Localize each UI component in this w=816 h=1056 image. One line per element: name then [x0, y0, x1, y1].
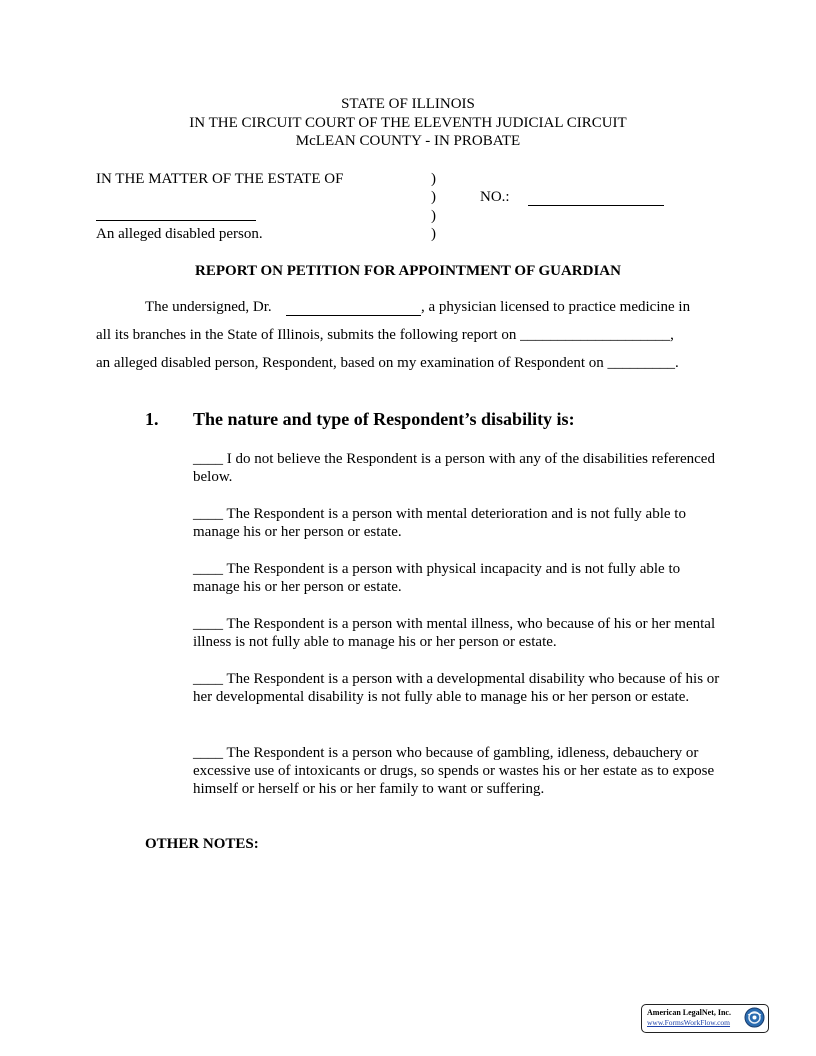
disability-option[interactable]: ____ The Respondent is a person with mental illness, who because of his or her mental illness is not fully able to manage his or her person or estate.: [193, 616, 716, 650]
caption-paren: ): [431, 189, 436, 205]
disability-option[interactable]: ____ The Respondent is a person with mental deterioration and is not fully able to manage his or her person or estate.: [193, 506, 686, 540]
intro-line-3: an alleged disabled person, Respondent, based on my examination of Respondent on _________.: [96, 355, 679, 371]
caption-alleged: An alleged disabled person.: [96, 226, 263, 242]
respondent-name-field[interactable]: [96, 220, 256, 221]
report-title: REPORT ON PETITION FOR APPOINTMENT OF GUARDIAN: [195, 263, 621, 279]
header-court: IN THE CIRCUIT COURT OF THE ELEVENTH JUDICIAL CIRCUIT: [189, 115, 627, 131]
caption-paren: ): [431, 208, 436, 224]
logo-url-link[interactable]: www.FormsWorkFlow.com: [647, 1018, 731, 1027]
caption-paren: ): [431, 226, 436, 242]
intro-line-2: all its branches in the State of Illinois, submits the following report on ____________________,: [96, 327, 674, 343]
case-number-label: NO.:: [480, 189, 510, 205]
other-notes-label: OTHER NOTES:: [145, 836, 259, 852]
section-heading: The nature and type of Respondent’s disability is:: [193, 409, 575, 429]
caption-matter: IN THE MATTER OF THE ESTATE OF: [96, 171, 344, 187]
case-number-field[interactable]: [528, 205, 664, 206]
intro-line-1a: The undersigned, Dr.: [145, 299, 272, 315]
globe-icon: [744, 1007, 765, 1028]
american-legalnet-logo[interactable]: [641, 1004, 769, 1033]
header-state: STATE OF ILLINOIS: [341, 96, 475, 112]
disability-option[interactable]: ____ The Respondent is a person with physical incapacity and is not fully able to manage his or her person or estate.: [193, 561, 681, 595]
section-number: 1.: [145, 409, 159, 429]
header-county: McLEAN COUNTY - IN PROBATE: [295, 133, 521, 149]
disability-option[interactable]: ____ The Respondent is a person with a developmental disability who because of his or her developmental disability is not fully able to manage his or her person or estate.: [193, 671, 720, 705]
disability-option[interactable]: ____ The Respondent is a person who because of gambling, idleness, debauchery or excessive use of intoxicants or drugs, so spends or wastes his or her estate as to expose himself or herself or his or her family to want or suffering.: [193, 745, 715, 797]
intro-line-1b: , a physician licensed to practice medicine in: [421, 299, 691, 315]
logo-company-name: American LegalNet, Inc.: [647, 1008, 731, 1017]
caption-paren: ): [431, 171, 436, 187]
physician-name-field[interactable]: [286, 315, 421, 316]
disability-option[interactable]: ____ I do not believe the Respondent is a person with any of the disabilities referenced below.: [193, 451, 715, 485]
